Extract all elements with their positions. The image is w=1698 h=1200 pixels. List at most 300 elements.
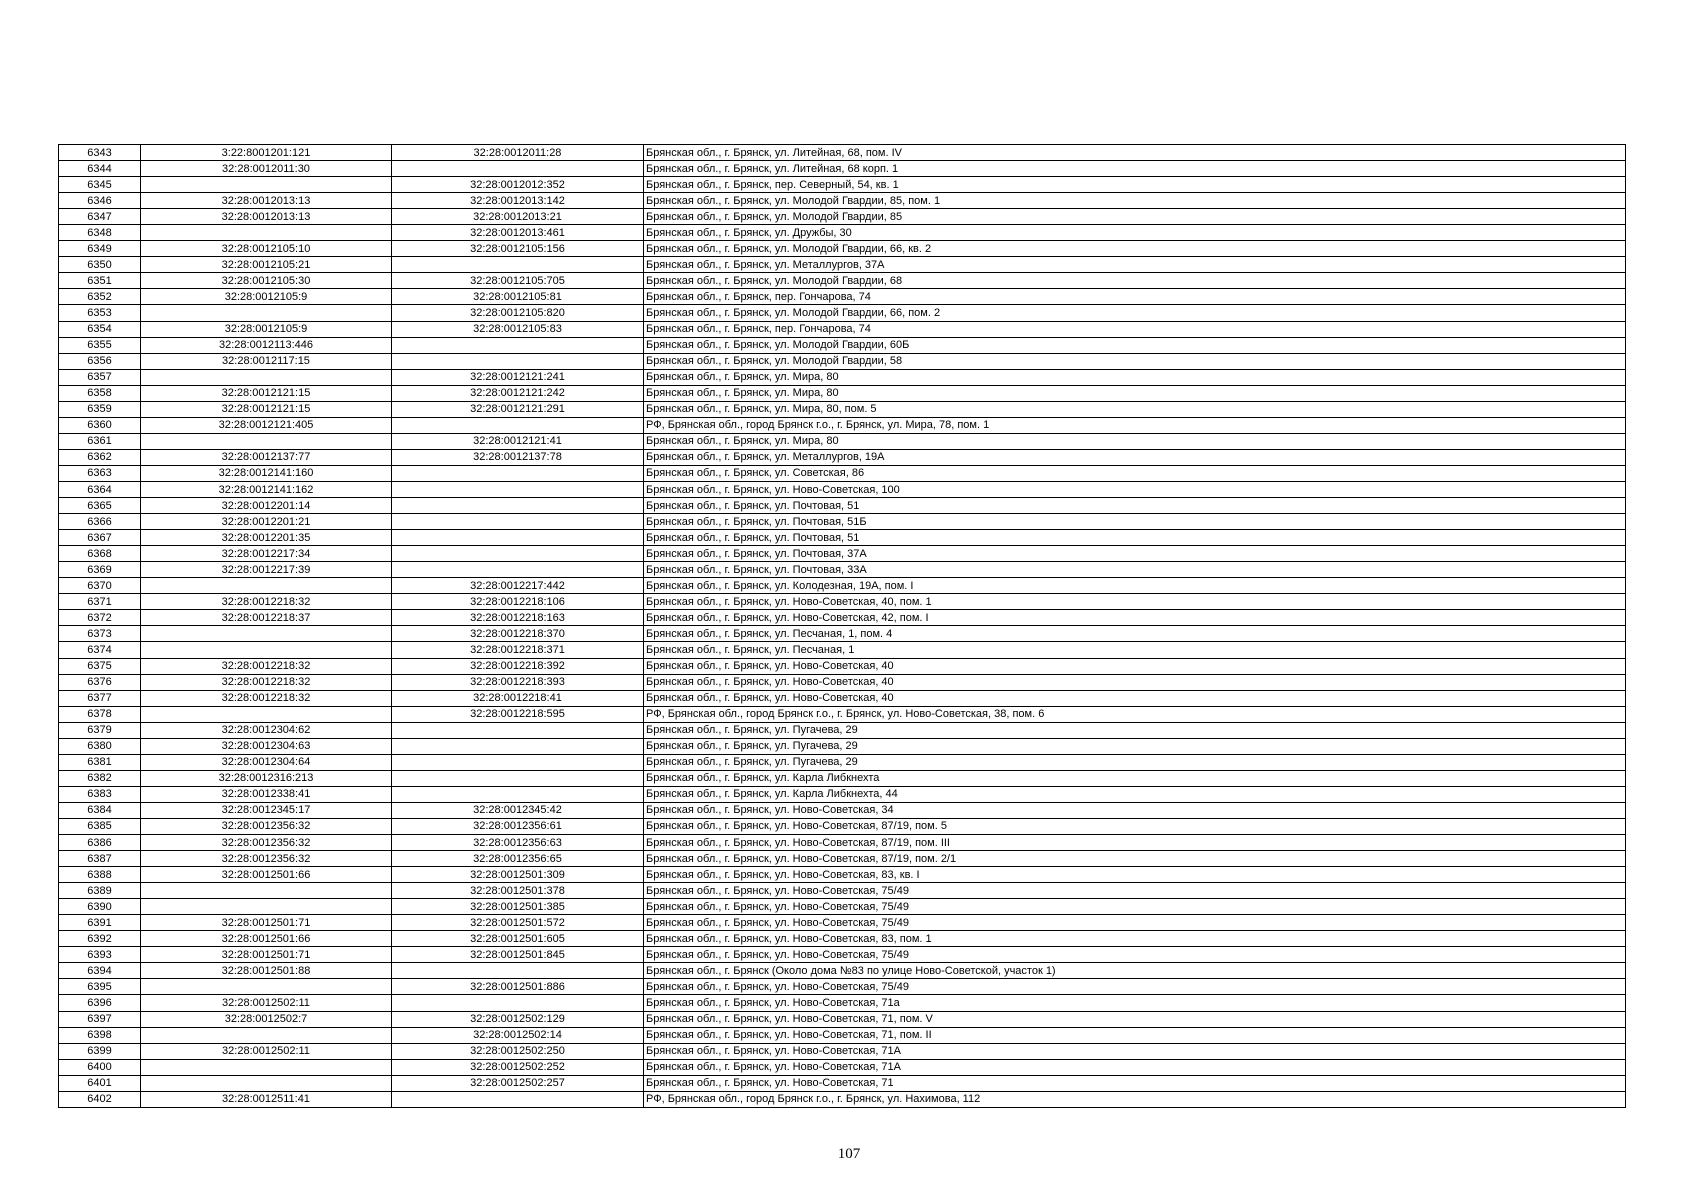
- table-row: [59, 257, 1626, 273]
- table-row: [59, 417, 1626, 433]
- address-cell: РФ, Брянская обл., город Брянск г.о., г. Брянск, ул. Мира, 78, пом. 1: [644, 417, 1626, 433]
- address-cell: Брянская обл., г. Брянск, ул. Литейная, 68, пом. IV: [644, 145, 1626, 161]
- object-number-cell: 32:28:0012501:378: [392, 883, 644, 899]
- row-number-cell: 6397: [59, 1011, 141, 1027]
- object-number-cell: 32:28:0012121:241: [392, 369, 644, 385]
- object-number-cell: 32:28:0012218:595: [392, 706, 644, 722]
- row-number-cell: 6356: [59, 353, 141, 369]
- address-cell: Брянская обл., г. Брянск, ул. Мира, 80: [644, 385, 1626, 401]
- parcel-number-cell: 32:28:0012501:71: [141, 915, 392, 931]
- table-row: [59, 273, 1626, 289]
- row-number-cell: 6343: [59, 145, 141, 161]
- parcel-number-cell: 32:28:0012105:21: [141, 257, 392, 273]
- parcel-number-cell: 32:28:0012218:32: [141, 658, 392, 674]
- parcel-number-cell: 32:28:0012201:35: [141, 530, 392, 546]
- object-number-cell: [392, 995, 644, 1011]
- table-row: [59, 786, 1626, 802]
- object-number-cell: 32:28:0012137:78: [392, 449, 644, 465]
- parcel-number-cell: 32:28:0012141:160: [141, 465, 392, 481]
- row-number-cell: 6379: [59, 722, 141, 738]
- row-number-cell: 6375: [59, 658, 141, 674]
- address-cell: Брянская обл., г. Брянск, ул. Почтовая, 51: [644, 498, 1626, 514]
- address-cell: Брянская обл., г. Брянск, ул. Металлургов, 37А: [644, 257, 1626, 273]
- table-body: [59, 145, 1626, 1108]
- object-number-cell: 32:28:0012356:61: [392, 818, 644, 834]
- table-row: [59, 177, 1626, 193]
- table-row: [59, 1043, 1626, 1059]
- row-number-cell: 6385: [59, 818, 141, 834]
- object-number-cell: [392, 546, 644, 562]
- table-row: [59, 1091, 1626, 1107]
- parcel-number-cell: 32:28:0012201:21: [141, 514, 392, 530]
- parcel-number-cell: [141, 626, 392, 642]
- row-number-cell: 6353: [59, 305, 141, 321]
- parcel-number-cell: 32:28:0012137:77: [141, 449, 392, 465]
- row-number-cell: 6371: [59, 594, 141, 610]
- address-cell: Брянская обл., г. Брянск, ул. Мира, 80, пом. 5: [644, 401, 1626, 417]
- table-row: [59, 963, 1626, 979]
- table-row: [59, 481, 1626, 497]
- object-number-cell: 32:28:0012013:142: [392, 193, 644, 209]
- parcel-number-cell: 3:22:8001201:121: [141, 145, 392, 161]
- parcel-number-cell: [141, 979, 392, 995]
- address-cell: Брянская обл., г. Брянск, ул. Ново-Советская, 71А: [644, 1059, 1626, 1075]
- table-row: [59, 658, 1626, 674]
- object-number-cell: [392, 770, 644, 786]
- table-row: [59, 706, 1626, 722]
- address-cell: Брянская обл., г. Брянск, ул. Песчаная, 1: [644, 642, 1626, 658]
- address-cell: Брянская обл., г. Брянск, ул. Мира, 80: [644, 369, 1626, 385]
- table-row: [59, 1059, 1626, 1075]
- parcel-number-cell: 32:28:0012117:15: [141, 353, 392, 369]
- object-number-cell: [392, 738, 644, 754]
- table-row: [59, 979, 1626, 995]
- address-cell: Брянская обл., г. Брянск, ул. Ново-Советская, 75/49: [644, 979, 1626, 995]
- object-number-cell: 32:28:0012501:385: [392, 899, 644, 915]
- object-number-cell: 32:28:0012501:845: [392, 947, 644, 963]
- row-number-cell: 6362: [59, 449, 141, 465]
- parcel-number-cell: 32:28:0012218:32: [141, 690, 392, 706]
- address-cell: Брянская обл., г. Брянск, пер. Гончарова, 74: [644, 289, 1626, 305]
- object-number-cell: 32:28:0012121:41: [392, 433, 644, 449]
- object-number-cell: [392, 514, 644, 530]
- table-row: [59, 433, 1626, 449]
- object-number-cell: [392, 161, 644, 177]
- table-row: [59, 193, 1626, 209]
- object-number-cell: 32:28:0012345:42: [392, 802, 644, 818]
- address-cell: Брянская обл., г. Брянск, ул. Колодезная, 19А, пом. I: [644, 578, 1626, 594]
- object-number-cell: 32:28:0012218:392: [392, 658, 644, 674]
- table-row: [59, 225, 1626, 241]
- address-cell: Брянская обл., г. Брянск, ул. Почтовая, 33А: [644, 562, 1626, 578]
- object-number-cell: 32:28:0012218:371: [392, 642, 644, 658]
- table-row: [59, 514, 1626, 530]
- parcel-number-cell: 32:28:0012356:32: [141, 818, 392, 834]
- table-row: [59, 241, 1626, 257]
- address-cell: Брянская обл., г. Брянск, ул. Металлургов, 19А: [644, 449, 1626, 465]
- parcel-number-cell: 32:28:0012217:34: [141, 546, 392, 562]
- parcel-number-cell: 32:28:0012121:15: [141, 385, 392, 401]
- row-number-cell: 6348: [59, 225, 141, 241]
- parcel-number-cell: 32:28:0012141:162: [141, 481, 392, 497]
- table-row: [59, 385, 1626, 401]
- object-number-cell: 32:28:0012105:820: [392, 305, 644, 321]
- table-row: [59, 915, 1626, 931]
- address-cell: Брянская обл., г. Брянск, ул. Карла Либкнехта, 44: [644, 786, 1626, 802]
- address-cell: Брянская обл., г. Брянск, ул. Пугачева, 29: [644, 754, 1626, 770]
- row-number-cell: 6365: [59, 498, 141, 514]
- row-number-cell: 6376: [59, 674, 141, 690]
- address-cell: Брянская обл., г. Брянск, ул. Ново-Советская, 75/49: [644, 947, 1626, 963]
- parcel-number-cell: [141, 883, 392, 899]
- parcel-number-cell: 32:28:0012304:63: [141, 738, 392, 754]
- row-number-cell: 6387: [59, 851, 141, 867]
- row-number-cell: 6390: [59, 899, 141, 915]
- address-cell: Брянская обл., г. Брянск, ул. Ново-Советская, 87/19, пом. 2/1: [644, 851, 1626, 867]
- object-number-cell: 32:28:0012218:41: [392, 690, 644, 706]
- table-row: [59, 321, 1626, 337]
- object-number-cell: 32:28:0012356:63: [392, 835, 644, 851]
- object-number-cell: 32:28:0012105:156: [392, 241, 644, 257]
- parcel-number-cell: 32:28:0012217:39: [141, 562, 392, 578]
- parcel-number-cell: 32:28:0012501:66: [141, 867, 392, 883]
- table-row: [59, 883, 1626, 899]
- parcel-number-cell: 32:28:0012356:32: [141, 851, 392, 867]
- table-row: [59, 353, 1626, 369]
- table-row: [59, 1075, 1626, 1091]
- row-number-cell: 6366: [59, 514, 141, 530]
- address-cell: Брянская обл., г. Брянск, ул. Советская, 86: [644, 465, 1626, 481]
- object-number-cell: 32:28:0012356:65: [392, 851, 644, 867]
- table-row: [59, 1027, 1626, 1043]
- address-cell: Брянская обл., г. Брянск, ул. Ново-Советская, 71, пом. II: [644, 1027, 1626, 1043]
- object-number-cell: [392, 353, 644, 369]
- parcel-number-cell: 32:28:0012105:10: [141, 241, 392, 257]
- row-number-cell: 6360: [59, 417, 141, 433]
- address-cell: Брянская обл., г. Брянск, ул. Ново-Советская, 71А: [644, 1043, 1626, 1059]
- row-number-cell: 6349: [59, 241, 141, 257]
- parcel-number-cell: 32:28:0012011:30: [141, 161, 392, 177]
- table-row: [59, 1011, 1626, 1027]
- table-row: [59, 449, 1626, 465]
- row-number-cell: 6368: [59, 546, 141, 562]
- table-row: [59, 626, 1626, 642]
- object-number-cell: 32:28:0012218:106: [392, 594, 644, 610]
- parcel-number-cell: 32:28:0012218:32: [141, 594, 392, 610]
- row-number-cell: 6357: [59, 369, 141, 385]
- row-number-cell: 6364: [59, 481, 141, 497]
- parcel-number-cell: 32:28:0012356:32: [141, 835, 392, 851]
- row-number-cell: 6347: [59, 209, 141, 225]
- address-cell: Брянская обл., г. Брянск, ул. Ново-Советская, 100: [644, 481, 1626, 497]
- object-number-cell: 32:28:0012501:572: [392, 915, 644, 931]
- object-number-cell: 32:28:0012501:605: [392, 931, 644, 947]
- object-number-cell: 32:28:0012502:129: [392, 1011, 644, 1027]
- parcel-number-cell: 32:28:0012502:11: [141, 1043, 392, 1059]
- address-cell: Брянская обл., г. Брянск, ул. Ново-Советская, 40, пом. 1: [644, 594, 1626, 610]
- parcel-number-cell: 32:28:0012113:446: [141, 337, 392, 353]
- address-cell: Брянская обл., г. Брянск, ул. Ново-Советская, 40: [644, 690, 1626, 706]
- table-row: [59, 722, 1626, 738]
- table-row: [59, 690, 1626, 706]
- address-cell: Брянская обл., г. Брянск, ул. Ново-Советская, 71, пом. V: [644, 1011, 1626, 1027]
- parcel-number-cell: 32:28:0012105:9: [141, 289, 392, 305]
- parcel-number-cell: [141, 225, 392, 241]
- row-number-cell: 6377: [59, 690, 141, 706]
- object-number-cell: 32:28:0012013:21: [392, 209, 644, 225]
- object-number-cell: [392, 754, 644, 770]
- table-row: [59, 337, 1626, 353]
- object-number-cell: 32:28:0012012:352: [392, 177, 644, 193]
- table-row: [59, 770, 1626, 786]
- row-number-cell: 6367: [59, 530, 141, 546]
- address-cell: Брянская обл., г. Брянск, ул. Дружбы, 30: [644, 225, 1626, 241]
- object-number-cell: [392, 337, 644, 353]
- address-cell: Брянская обл., г. Брянск, ул. Ново-Советская, 83, пом. 1: [644, 931, 1626, 947]
- row-number-cell: 6359: [59, 401, 141, 417]
- row-number-cell: 6394: [59, 963, 141, 979]
- address-cell: Брянская обл., г. Брянск, ул. Литейная, 68 корп. 1: [644, 161, 1626, 177]
- parcel-number-cell: 32:28:0012121:15: [141, 401, 392, 417]
- table-row: [59, 578, 1626, 594]
- parcel-number-cell: 32:28:0012013:13: [141, 193, 392, 209]
- object-number-cell: [392, 786, 644, 802]
- table-row: [59, 738, 1626, 754]
- object-number-cell: [392, 481, 644, 497]
- row-number-cell: 6398: [59, 1027, 141, 1043]
- object-number-cell: 32:28:0012218:370: [392, 626, 644, 642]
- row-number-cell: 6370: [59, 578, 141, 594]
- row-number-cell: 6392: [59, 931, 141, 947]
- object-number-cell: 32:28:0012501:886: [392, 979, 644, 995]
- object-number-cell: [392, 498, 644, 514]
- row-number-cell: 6384: [59, 802, 141, 818]
- row-number-cell: 6386: [59, 835, 141, 851]
- table-row: [59, 867, 1626, 883]
- address-cell: РФ, Брянская обл., город Брянск г.о., г. Брянск, ул. Нахимова, 112: [644, 1091, 1626, 1107]
- parcel-number-cell: [141, 177, 392, 193]
- address-cell: Брянская обл., г. Брянск, ул. Ново-Советская, 71: [644, 1075, 1626, 1091]
- address-cell: Брянская обл., г. Брянск, пер. Северный, 54, кв. 1: [644, 177, 1626, 193]
- table-row: [59, 802, 1626, 818]
- address-cell: Брянская обл., г. Брянск, пер. Гончарова, 74: [644, 321, 1626, 337]
- table-row: [59, 562, 1626, 578]
- object-number-cell: 32:28:0012502:252: [392, 1059, 644, 1075]
- row-number-cell: 6382: [59, 770, 141, 786]
- address-cell: Брянская обл., г. Брянск (Около дома №83 по улице Ново-Советской, участок 1): [644, 963, 1626, 979]
- row-number-cell: 6369: [59, 562, 141, 578]
- table-row: [59, 818, 1626, 834]
- address-cell: Брянская обл., г. Брянск, ул. Мира, 80: [644, 433, 1626, 449]
- row-number-cell: 6355: [59, 337, 141, 353]
- table-row: [59, 161, 1626, 177]
- object-number-cell: 32:28:0012105:83: [392, 321, 644, 337]
- object-number-cell: 32:28:0012121:242: [392, 385, 644, 401]
- parcel-number-cell: 32:28:0012501:66: [141, 931, 392, 947]
- parcel-number-cell: 32:28:0012502:11: [141, 995, 392, 1011]
- parcel-number-cell: 32:28:0012121:405: [141, 417, 392, 433]
- table-row: [59, 674, 1626, 690]
- address-cell: Брянская обл., г. Брянск, ул. Почтовая, 51Б: [644, 514, 1626, 530]
- address-cell: Брянская обл., г. Брянск, ул. Ново-Советская, 40: [644, 658, 1626, 674]
- address-cell: Брянская обл., г. Брянск, ул. Молодой Гвардии, 85, пом. 1: [644, 193, 1626, 209]
- row-number-cell: 6350: [59, 257, 141, 273]
- parcel-number-cell: [141, 1075, 392, 1091]
- address-cell: Брянская обл., г. Брянск, ул. Ново-Советская, 71а: [644, 995, 1626, 1011]
- parcel-number-cell: [141, 706, 392, 722]
- table-row: [59, 851, 1626, 867]
- object-number-cell: [392, 530, 644, 546]
- address-cell: Брянская обл., г. Брянск, ул. Молодой Гвардии, 85: [644, 209, 1626, 225]
- address-cell: Брянская обл., г. Брянск, ул. Почтовая, 37А: [644, 546, 1626, 562]
- row-number-cell: 6391: [59, 915, 141, 931]
- parcel-number-cell: 32:28:0012013:13: [141, 209, 392, 225]
- row-number-cell: 6400: [59, 1059, 141, 1075]
- parcel-number-cell: 32:28:0012304:62: [141, 722, 392, 738]
- address-cell: Брянская обл., г. Брянск, ул. Ново-Советская, 87/19, пом. 5: [644, 818, 1626, 834]
- table-row: [59, 642, 1626, 658]
- row-number-cell: 6352: [59, 289, 141, 305]
- parcel-number-cell: 32:28:0012304:64: [141, 754, 392, 770]
- table-row: [59, 899, 1626, 915]
- object-number-cell: 32:28:0012502:257: [392, 1075, 644, 1091]
- parcel-number-cell: 32:28:0012105:9: [141, 321, 392, 337]
- page-number: 107: [837, 1146, 861, 1162]
- parcel-number-cell: [141, 642, 392, 658]
- row-number-cell: 6363: [59, 465, 141, 481]
- parcel-number-cell: [141, 369, 392, 385]
- object-number-cell: 32:28:0012501:309: [392, 867, 644, 883]
- address-cell: Брянская обл., г. Брянск, ул. Молодой Гвардии, 66, пом. 2: [644, 305, 1626, 321]
- row-number-cell: 6346: [59, 193, 141, 209]
- row-number-cell: 6395: [59, 979, 141, 995]
- parcel-number-cell: 32:28:0012501:88: [141, 963, 392, 979]
- object-number-cell: [392, 1091, 644, 1107]
- parcel-number-cell: 32:28:0012218:32: [141, 674, 392, 690]
- parcel-number-cell: 32:28:0012338:41: [141, 786, 392, 802]
- parcel-number-cell: 32:28:0012501:71: [141, 947, 392, 963]
- address-cell: Брянская обл., г. Брянск, ул. Песчаная, 1, пом. 4: [644, 626, 1626, 642]
- row-number-cell: 6358: [59, 385, 141, 401]
- row-number-cell: 6372: [59, 610, 141, 626]
- table-row: [59, 754, 1626, 770]
- parcel-number-cell: [141, 899, 392, 915]
- row-number-cell: 6389: [59, 883, 141, 899]
- row-number-cell: 6383: [59, 786, 141, 802]
- address-cell: Брянская обл., г. Брянск, ул. Молодой Гвардии, 60Б: [644, 337, 1626, 353]
- object-number-cell: [392, 465, 644, 481]
- row-number-cell: 6354: [59, 321, 141, 337]
- row-number-cell: 6344: [59, 161, 141, 177]
- parcel-number-cell: 32:28:0012502:7: [141, 1011, 392, 1027]
- address-cell: Брянская обл., г. Брянск, ул. Молодой Гвардии, 68: [644, 273, 1626, 289]
- table-row: [59, 145, 1626, 161]
- row-number-cell: 6345: [59, 177, 141, 193]
- row-number-cell: 6381: [59, 754, 141, 770]
- table-row: [59, 289, 1626, 305]
- parcel-number-cell: [141, 1059, 392, 1075]
- address-cell: Брянская обл., г. Брянск, ул. Карла Либкнехта: [644, 770, 1626, 786]
- object-number-cell: 32:28:0012217:442: [392, 578, 644, 594]
- address-cell: Брянская обл., г. Брянск, ул. Ново-Советская, 40: [644, 674, 1626, 690]
- address-cell: Брянская обл., г. Брянск, ул. Молодой Гвардии, 66, кв. 2: [644, 241, 1626, 257]
- parcel-number-cell: 32:28:0012105:30: [141, 273, 392, 289]
- address-cell: РФ, Брянская обл., город Брянск г.о., г. Брянск, ул. Ново-Советская, 38, пом. 6: [644, 706, 1626, 722]
- table-row: [59, 931, 1626, 947]
- address-cell: Брянская обл., г. Брянск, ул. Ново-Советская, 75/49: [644, 883, 1626, 899]
- object-number-cell: 32:28:0012121:291: [392, 401, 644, 417]
- parcel-number-cell: [141, 433, 392, 449]
- row-number-cell: 6399: [59, 1043, 141, 1059]
- parcel-number-cell: 32:28:0012201:14: [141, 498, 392, 514]
- table-row: [59, 594, 1626, 610]
- parcel-number-cell: [141, 1027, 392, 1043]
- address-cell: Брянская обл., г. Брянск, ул. Ново-Советская, 75/49: [644, 899, 1626, 915]
- address-cell: Брянская обл., г. Брянск, ул. Молодой Гвардии, 58: [644, 353, 1626, 369]
- table-row: [59, 947, 1626, 963]
- table-row: [59, 546, 1626, 562]
- table-row: [59, 498, 1626, 514]
- row-number-cell: 6374: [59, 642, 141, 658]
- parcel-number-cell: 32:28:0012345:17: [141, 802, 392, 818]
- object-number-cell: 32:28:0012105:81: [392, 289, 644, 305]
- object-number-cell: 32:28:0012013:461: [392, 225, 644, 241]
- object-number-cell: 32:28:0012105:705: [392, 273, 644, 289]
- row-number-cell: 6380: [59, 738, 141, 754]
- parcel-number-cell: 32:28:0012218:37: [141, 610, 392, 626]
- parcel-number-cell: [141, 578, 392, 594]
- table-row: [59, 305, 1626, 321]
- address-cell: Брянская обл., г. Брянск, ул. Ново-Советская, 34: [644, 802, 1626, 818]
- row-number-cell: 6361: [59, 433, 141, 449]
- address-cell: Брянская обл., г. Брянск, ул. Ново-Советская, 75/49: [644, 915, 1626, 931]
- address-cell: Брянская обл., г. Брянск, ул. Ново-Советская, 87/19, пом. III: [644, 835, 1626, 851]
- object-number-cell: 32:28:0012011:28: [392, 145, 644, 161]
- object-number-cell: 32:28:0012502:14: [392, 1027, 644, 1043]
- table-row: [59, 209, 1626, 225]
- table-row: [59, 835, 1626, 851]
- table-row: [59, 995, 1626, 1011]
- row-number-cell: 6393: [59, 947, 141, 963]
- row-number-cell: 6402: [59, 1091, 141, 1107]
- table-row: [59, 530, 1626, 546]
- address-cell: Брянская обл., г. Брянск, ул. Почтовая, 51: [644, 530, 1626, 546]
- row-number-cell: 6388: [59, 867, 141, 883]
- parcel-number-cell: [141, 305, 392, 321]
- row-number-cell: 6396: [59, 995, 141, 1011]
- cadastral-table: [58, 144, 1626, 1108]
- object-number-cell: 32:28:0012218:393: [392, 674, 644, 690]
- table-row: [59, 610, 1626, 626]
- address-cell: Брянская обл., г. Брянск, ул. Ново-Советская, 42, пом. I: [644, 610, 1626, 626]
- address-cell: Брянская обл., г. Брянск, ул. Ново-Советская, 83, кв. I: [644, 867, 1626, 883]
- parcel-number-cell: 32:28:0012511:41: [141, 1091, 392, 1107]
- object-number-cell: 32:28:0012218:163: [392, 610, 644, 626]
- object-number-cell: [392, 722, 644, 738]
- row-number-cell: 6378: [59, 706, 141, 722]
- table-row: [59, 465, 1626, 481]
- parcel-number-cell: 32:28:0012316:213: [141, 770, 392, 786]
- object-number-cell: [392, 562, 644, 578]
- row-number-cell: 6351: [59, 273, 141, 289]
- address-cell: Брянская обл., г. Брянск, ул. Пугачева, 29: [644, 738, 1626, 754]
- row-number-cell: 6373: [59, 626, 141, 642]
- table-row: [59, 401, 1626, 417]
- object-number-cell: [392, 257, 644, 273]
- address-cell: Брянская обл., г. Брянск, ул. Пугачева, 29: [644, 722, 1626, 738]
- object-number-cell: 32:28:0012502:250: [392, 1043, 644, 1059]
- object-number-cell: [392, 417, 644, 433]
